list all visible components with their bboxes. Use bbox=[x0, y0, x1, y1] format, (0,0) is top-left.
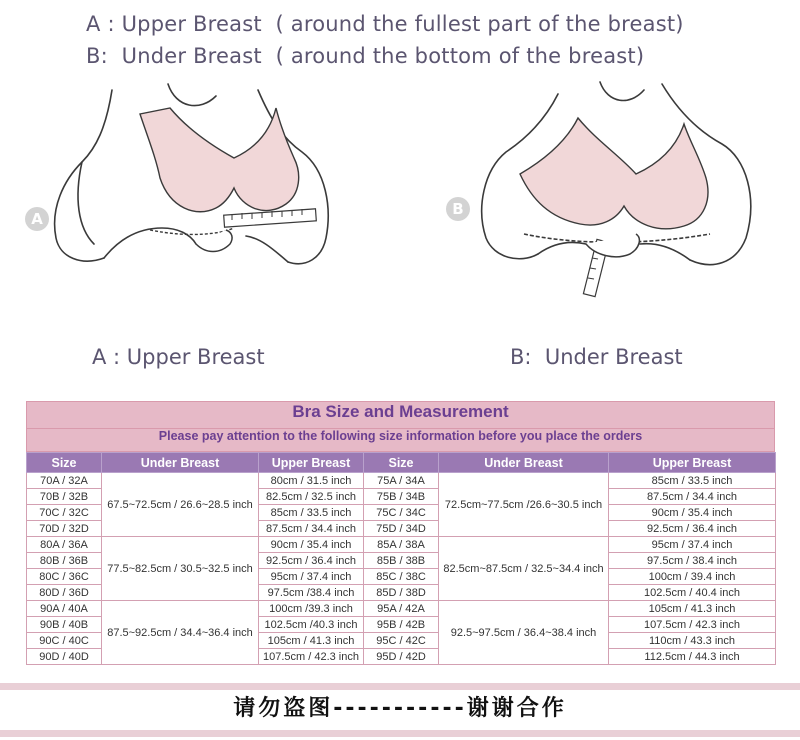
header-under-breast: Under Breast bbox=[102, 453, 259, 473]
size-cell: 80B / 36B bbox=[27, 553, 102, 569]
table-row bbox=[27, 537, 776, 553]
size-cell: 70A / 32A bbox=[27, 473, 102, 489]
size-cell: 85A / 38A bbox=[364, 537, 439, 553]
upper-breast-cell: 107.5cm / 42.3 inch bbox=[609, 617, 776, 633]
upper-breast-cell: 110cm / 43.3 inch bbox=[609, 633, 776, 649]
upper-breast-cell: 85cm / 33.5 inch bbox=[259, 505, 364, 521]
size-cell: 90B / 40B bbox=[27, 617, 102, 633]
under-breast-cell: 92.5~97.5cm / 36.4~38.4 inch bbox=[439, 601, 609, 665]
table-title: Bra Size and Measurement bbox=[26, 401, 775, 429]
upper-breast-cell: 80cm / 31.5 inch bbox=[259, 473, 364, 489]
upper-breast-illustration bbox=[20, 78, 380, 308]
under-breast-cell: 77.5~82.5cm / 30.5~32.5 inch bbox=[102, 537, 259, 601]
size-cell: 90D / 40D bbox=[27, 649, 102, 665]
upper-breast-cell: 90cm / 35.4 inch bbox=[259, 537, 364, 553]
figure-under-breast bbox=[440, 78, 800, 308]
under-breast-illustration bbox=[440, 78, 800, 308]
under-breast-cell: 82.5cm~87.5cm / 32.5~34.4 inch bbox=[439, 537, 609, 601]
upper-breast-cell: 112.5cm / 44.3 inch bbox=[609, 649, 776, 665]
size-cell: 90C / 40C bbox=[27, 633, 102, 649]
under-breast-cell: 72.5cm~77.5cm /26.6~30.5 inch bbox=[439, 473, 609, 537]
header-upper-breast: Upper Breast bbox=[609, 453, 776, 473]
upper-breast-cell: 105cm / 41.3 inch bbox=[609, 601, 776, 617]
upper-breast-cell: 87.5cm / 34.4 inch bbox=[609, 489, 776, 505]
upper-breast-cell: 97.5cm /38.4 inch bbox=[259, 585, 364, 601]
size-cell: 85C / 38C bbox=[364, 569, 439, 585]
size-cell: 80D / 36D bbox=[27, 585, 102, 601]
size-cell: 75C / 34C bbox=[364, 505, 439, 521]
marker-b-icon: B bbox=[446, 197, 470, 221]
table-row bbox=[27, 601, 776, 617]
bra-shape bbox=[140, 108, 299, 212]
upper-breast-cell: 100cm /39.3 inch bbox=[259, 601, 364, 617]
footer-notice: 请勿盗图-----------谢谢合作 bbox=[233, 696, 567, 721]
size-cell: 95A / 42A bbox=[364, 601, 439, 617]
size-cell: 70B / 32B bbox=[27, 489, 102, 505]
caption-upper-breast: A : Upper Breast bbox=[92, 345, 265, 369]
size-cell: 95D / 42D bbox=[364, 649, 439, 665]
size-table-panel bbox=[26, 401, 775, 665]
upper-breast-cell: 102.5cm /40.3 inch bbox=[259, 617, 364, 633]
upper-breast-cell: 90cm / 35.4 inch bbox=[609, 505, 776, 521]
table-row bbox=[27, 473, 776, 489]
table-notice: Please pay attention to the following size information before you place the orders bbox=[26, 429, 775, 452]
header-under-breast: Under Breast bbox=[439, 453, 609, 473]
header-line-upper: A : Upper Breast ( around the fullest part of the breast) bbox=[86, 12, 684, 36]
upper-breast-cell: 92.5cm / 36.4 inch bbox=[259, 553, 364, 569]
caption-under-breast: B: Under Breast bbox=[510, 345, 683, 369]
upper-breast-cell: 105cm / 41.3 inch bbox=[259, 633, 364, 649]
upper-breast-cell: 95cm / 37.4 inch bbox=[259, 569, 364, 585]
upper-breast-cell: 107.5cm / 42.3 inch bbox=[259, 649, 364, 665]
figure-upper-breast bbox=[20, 78, 380, 308]
size-cell: 85B / 38B bbox=[364, 553, 439, 569]
size-cell: 75D / 34D bbox=[364, 521, 439, 537]
header-upper-breast: Upper Breast bbox=[259, 453, 364, 473]
size-cell: 95B / 42B bbox=[364, 617, 439, 633]
header-size: Size bbox=[27, 453, 102, 473]
marker-a-icon: A bbox=[25, 207, 49, 231]
size-table bbox=[26, 452, 776, 665]
footer-band-top bbox=[0, 683, 800, 690]
measuring-tape bbox=[150, 209, 316, 235]
size-cell: 80C / 36C bbox=[27, 569, 102, 585]
size-cell: 70C / 32C bbox=[27, 505, 102, 521]
size-cell: 70D / 32D bbox=[27, 521, 102, 537]
upper-breast-cell: 87.5cm / 34.4 inch bbox=[259, 521, 364, 537]
table-header-row bbox=[27, 453, 776, 473]
size-cell: 90A / 40A bbox=[27, 601, 102, 617]
size-cell: 85D / 38D bbox=[364, 585, 439, 601]
upper-breast-cell: 95cm / 37.4 inch bbox=[609, 537, 776, 553]
header-line-under: B: Under Breast ( around the bottom of the breast) bbox=[86, 44, 645, 68]
under-breast-cell: 67.5~72.5cm / 26.6~28.5 inch bbox=[102, 473, 259, 537]
size-cell: 95C / 42C bbox=[364, 633, 439, 649]
upper-breast-cell: 92.5cm / 36.4 inch bbox=[609, 521, 776, 537]
under-breast-cell: 87.5~92.5cm / 34.4~36.4 inch bbox=[102, 601, 259, 665]
bra-shape bbox=[520, 118, 708, 229]
upper-breast-cell: 102.5cm / 40.4 inch bbox=[609, 585, 776, 601]
size-cell: 75B / 34B bbox=[364, 489, 439, 505]
upper-breast-cell: 100cm / 39.4 inch bbox=[609, 569, 776, 585]
upper-breast-cell: 97.5cm / 38.4 inch bbox=[609, 553, 776, 569]
upper-breast-cell: 82.5cm / 32.5 inch bbox=[259, 489, 364, 505]
header bbox=[86, 8, 684, 72]
size-cell: 80A / 36A bbox=[27, 537, 102, 553]
header-size: Size bbox=[364, 453, 439, 473]
footer-band-bottom bbox=[0, 730, 800, 737]
upper-breast-cell: 85cm / 33.5 inch bbox=[609, 473, 776, 489]
size-cell: 75A / 34A bbox=[364, 473, 439, 489]
